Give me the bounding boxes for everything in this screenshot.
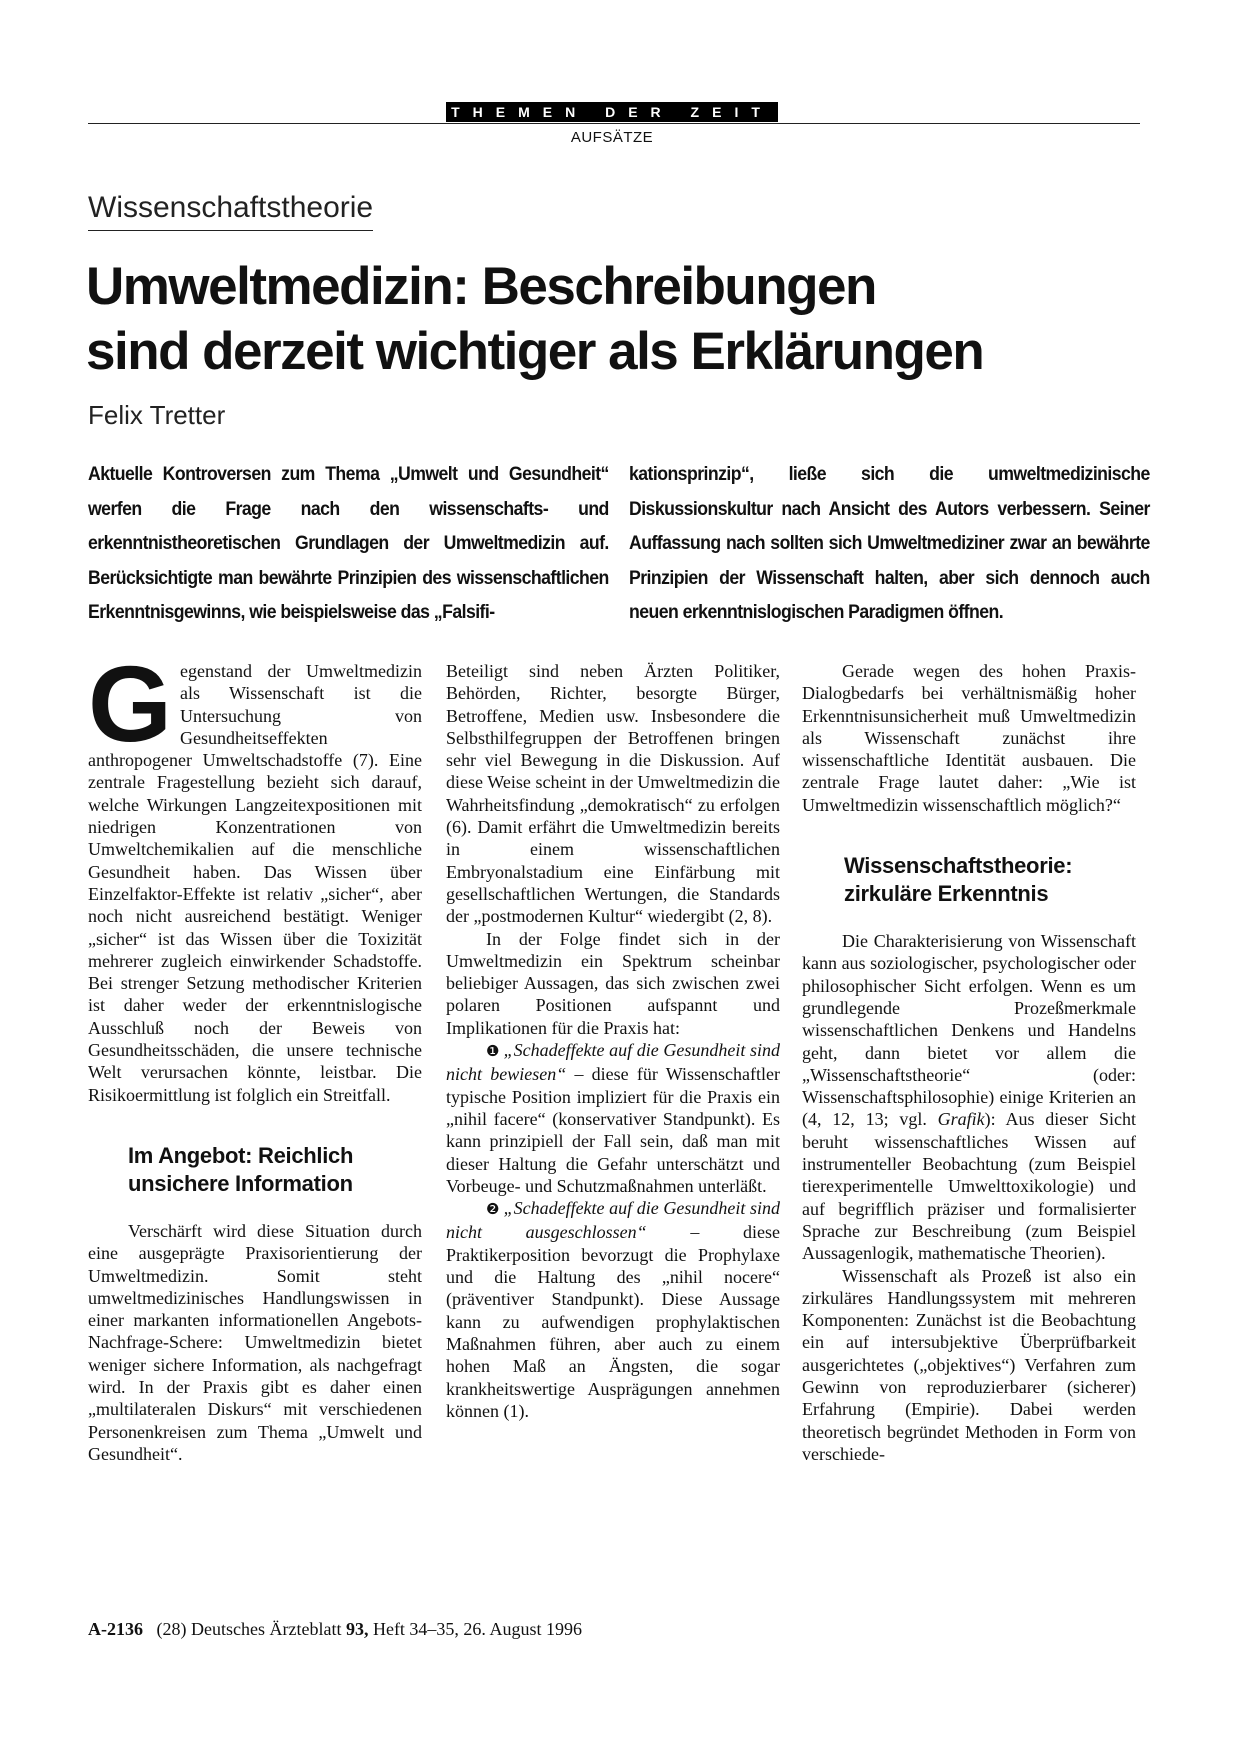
section-banner: THEMEN DER ZEIT	[446, 102, 778, 122]
subheading: Im Angebot: Reichlich unsichere Information	[128, 1142, 354, 1196]
quote-text: „Schadeffekte auf die Gesundheit sind nicht ausgeschlossen“	[446, 1198, 780, 1243]
lead-paragraph-left: Aktuelle Kontroversen zum Thema „Umwelt und Gesundheit“ werfen die Frage nach den wissenschafts- und erkenntnistheoretischen Grundlagen der Umweltmedizin auf. Berücksichtigte man bewährte Prinzipien des wissenschaftlichen Erkenntnisgewinns, wie beispielsweise das „Falsifi-	[88, 464, 609, 623]
number-marker-2: ❷	[486, 1202, 500, 1219]
paragraph: In der Folge findet sich in der Umweltmedizin ein Spektrum scheinbar beliebiger Aussagen, das sich zwischen zwei polaren Positionen aufspannt und Implikationen für die Praxis hat:	[446, 928, 780, 1038]
author-name: Felix Tretter	[88, 400, 226, 430]
subheading: Wissenschaftstheorie: zirkuläre Erkenntnis	[844, 853, 1073, 907]
paragraph: Beteiligt sind neben Ärzten Politiker, Behörden, Richter, besorgte Bürger, Betroffene, Medien usw. Insbesondere die Selbsthilfegruppen der Betroffenen bringen sehr viel Bewegung in die Diskussion. Auf diese Weise scheint in der Umweltmedizin die Wahrheitsfindung „demokratisch“ zu erfolgen (6). Damit erfährt die Umweltmedizin bereits in einem wissenschaftlichen Embryonalstadium eine Einfärbung mit gesellschaftlichen Wertungen, die Standards der „postmodernen Kultur“ wiedergibt (2, 8).	[446, 661, 780, 927]
drop-cap: G	[88, 643, 173, 764]
quote-text: „Schadeffekte auf die Gesundheit sind nicht bewiesen“	[446, 1040, 780, 1085]
body-column-2	[446, 660, 780, 1422]
article-title	[86, 254, 1146, 384]
list-item	[446, 1039, 780, 1197]
header-rule	[88, 123, 1140, 124]
page-footer	[88, 1619, 582, 1640]
journal-name: Deutsches Ärzteblatt	[191, 1619, 342, 1639]
paragraph-text: egenstand der Umweltmedizin als Wissenschaft ist die Untersuchung von Gesundheitseffekten anthropogener Umweltschadstoffe (7). Eine zentrale Fragestellung bezieht sich darauf, welche Wirkungen Langzeitexpositionen mit niedrigen Konzentrationen von Umweltchemikalien auf die menschliche Gesundheit haben. Das Wissen über Einzelfaktor-Effekte ist relativ „sicher“, aber noch nicht ausreichend bestätigt. Weniger „sicher“ ist das Wissen über die Toxizität mehrerer zugleich einwirkender Schadstoffe. Bei strenger Setzung methodischer Kriterien ist daher weder der erkenntnislogische Ausschluß noch der Beweis von Gesundheitsschäden, die unsere technische Welt verursachen könnte, leistbar. Die Risikoermittlung ist folglich ein Streitfall.	[88, 661, 422, 1105]
section-subtitle: AUFSÄTZE	[570, 129, 654, 146]
item-text: – diese Praktikerposition bevorzugt die Prophylaxe und die Haltung des „nihil nocere“ (präventiver Standpunkt). Diese Aussage kann zu aufwendigen prophylaktischen Maßnahmen führen, aber auch zu einem hohen Maß an Ängsten, die sogar krankheitswertige Ausprägungen annehmen können (1).	[446, 1222, 780, 1421]
title-line-2: sind derzeit wichtiger als Erklärungen	[86, 322, 984, 381]
text-run: ): Aus dieser Sicht beruht wissenschaftliches Wissen auf instrumenteller Beobachtung (zum Beispiel tierexperimentelle Umwelttoxikologie) und auf begrifflich präziser und formalisierter Sprache zur Beschreibung (zum Beispiel Aussagenlogik, mathematische Theorien).	[802, 1109, 1136, 1264]
page-number: (28)	[156, 1619, 187, 1639]
text-run: Die Charakterisierung von Wissenschaft kann aus soziologischer, psychologischer oder philosophischer Sicht erfolgen. Wenn es um grundlegende Prozeßmerkmale wissenschaftlichen Denkens und Handelns geht, dann bietet vor allem die „Wissenschaftstheorie“ (oder: Wissenschaftsphilosophie) einige Kriterien an (4, 12, 13; vgl.	[802, 931, 1136, 1130]
number-marker-1: ❶	[486, 1044, 500, 1061]
issue-info: Heft 34–35, 26. August 1996	[372, 1619, 582, 1639]
lead-paragraph-right: kationsprinzip“, ließe sich die umweltmedizinische Diskussionskultur nach Ansicht des Autors verbessern. Seiner Auffassung nach sollten sich Umweltmediziner zwar an bewährte Prinzipien der Wissenschaft halten, aber sich dennoch auch neuen erkenntnislogischen Paradigmen öffnen.	[629, 464, 1150, 623]
paragraph: Gerade wegen des hohen Praxis-Dialogbedarfs bei verhältnismäßig hoher Erkenntnisunsicherheit muß Umweltmedizin als Wissenschaft zunächst ihre wissenschaftliche Identität ausbauen. Die zentrale Frage lautet daher: „Wie ist Umweltmedizin wissenschaftlich möglich?“	[802, 661, 1136, 815]
paragraph	[88, 643, 422, 1106]
title-line-1: Umweltmedizin: Beschreibungen	[86, 257, 876, 316]
figure-reference: Grafik	[937, 1109, 985, 1130]
body-column-3	[802, 660, 1136, 1465]
article-kicker: Wissenschaftstheorie	[88, 190, 373, 231]
paragraph: Wissenschaft als Prozeß ist also ein zirkuläres Handlungssystem mit mehreren Komponenten: Zunächst ist die Beobachtung ein auf intersubjektive Überprüfbarkeit ausgerichtetes („objektives“) Verfahren zum Gewinn von reproduzierbarer (sicherer) Erfahrung (Empirie). Dabei werden theoretisch begründet Methoden in Form von verschiede-	[802, 1265, 1136, 1464]
paragraph: Verschärft wird diese Situation durch eine ausgeprägte Praxisorientierung der Umweltmedizin. Somit steht umweltmedizinisches Handlungswissen in einer markanten informationellen Angebots-Nachfrage-Schere: Umweltmedizin bietet weniger sichere Information, als nachgefragt wird. In der Praxis gibt es daher einen „multilateralen Diskurs“ mit verschiedenen Personenkreisen zum Thema „Umwelt und Gesundheit“.	[88, 1220, 422, 1464]
list-item	[446, 1197, 780, 1422]
volume: 93,	[345, 1619, 369, 1639]
paragraph	[802, 930, 1136, 1264]
body-column-1	[88, 643, 422, 1465]
page-code: A-2136	[88, 1619, 143, 1639]
item-text: – diese für Wissenschaftler typische Position impliziert für die Praxis ein „nihil facere“ (konservativer Standpunkt). Es kann prinzipiell der Fall sein, daß man mit dieser Haltung die Gefahr unterschätzt und Vorbeuge- und Schutzmaßnahmen unterläßt.	[446, 1064, 781, 1196]
